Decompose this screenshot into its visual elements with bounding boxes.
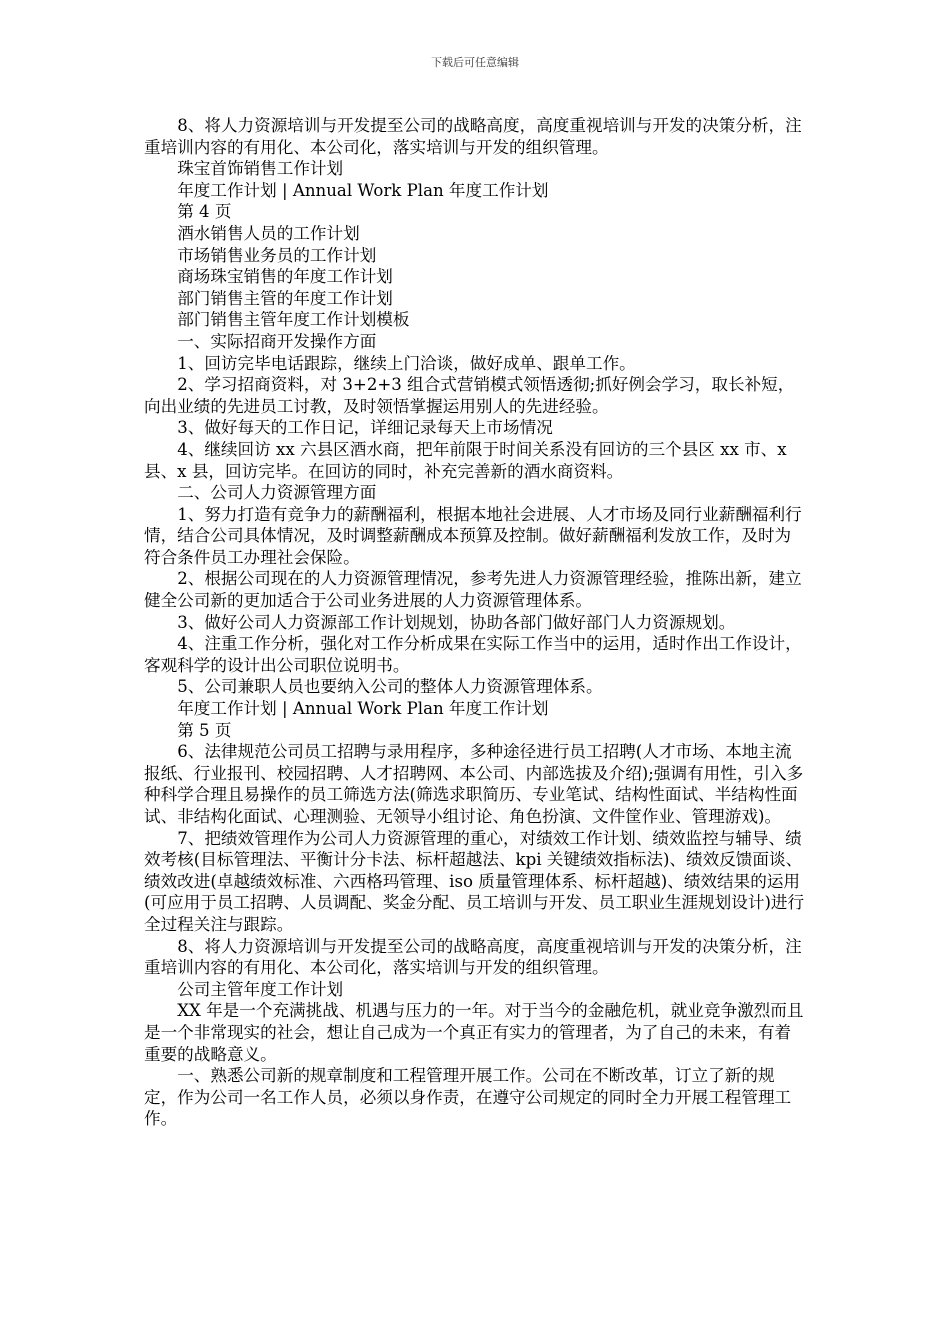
section-title: 商场珠宝销售的年度工作计划 (177, 267, 393, 287)
running-header: 年度工作计划 | Annual Work Plan 年度工作计划 (177, 699, 549, 719)
section-title: 公司主管年度工作计划 (177, 979, 344, 999)
paragraph: XX 年是一个充满挑战、机遇与压力的一年。对于当今的金融危机，就业竞争激烈而且是一个非常现实的社会，想让自己成为一个真正有实力的管理者，为了自己的未来，有着重要的战略意义。 (144, 1001, 804, 1064)
section-title: 酒水销售人员的工作计划 (177, 223, 360, 243)
paragraph: 1、回访完毕电话跟踪，继续上门洽谈，做好成单、跟单工作。 (177, 353, 636, 373)
section-title: 部门销售主管的年度工作计划 (177, 288, 393, 308)
paragraph: 4、注重工作分析，强化对工作分析成果在实际工作当中的运用，适时作出工作设计，客观科学的设计出公司职位说明书。 (144, 634, 802, 675)
paragraph: 一、熟悉公司新的规章制度和工程管理开展工作。公司在不断改革，订立了新的规定，作为公司一名工作人员，必须以身作责，在遵守公司规定的同时全力开展工程管理工作。 (144, 1066, 792, 1129)
paragraph: 8、将人力资源培训与开发提至公司的战略高度，高度重视培训与开发的决策分析，注重培训内容的有用化、本公司化，落实培训与开发的组织管理。 (144, 936, 802, 978)
paragraph: 7、把绩效管理作为公司人力资源管理的重心，对绩效工作计划、绩效监控与辅导、绩效考核(目标管理法、平衡计分卡法、标杆超越法、kpi 关键绩效指标法)、绩效反馈面谈、绩效改进(卓越绩效标准、六西格玛管理、iso 质量管理体系、标杆超越)、绩效结果的运用(可应用于员工招聘、人员调配、奖金分配、员工培训与开发、员工职业生涯规划设计)进行全过程关注与跟踪。 (144, 828, 805, 934)
subsection-heading: 二、公司人力资源管理方面 (177, 483, 377, 503)
paragraph: 2、学习招商资料，对 3+2+3 组合式营销模式领悟透彻;抓好例会学习，取长补短，向出业绩的先进员工讨教，及时领悟掌握运用别人的先进经验。 (144, 375, 795, 416)
paragraph: 5、公司兼职人员也要纳入公司的整体人力资源管理体系。 (177, 677, 603, 697)
document-body (144, 115, 806, 1130)
paragraph: 6、法律规范公司员工招聘与录用程序，多种途径进行员工招聘(人才市场、本地主流报纸、行业报刊、校园招聘、人才招聘网、本公司、内部选拔及介绍);强调有用性，引入多种科学合理且易操作的员工筛选方法(筛选求职简历、专业笔试、结构性面试、半结构性面试、非结构化面试、心理测验、无领导小组讨论、角色扮演、文件筐作业、管理游戏)。 (144, 742, 804, 826)
paragraph: 3、做好公司人力资源部工作计划规划，协助各部门做好部门人力资源规划。 (177, 612, 736, 632)
paragraph: 8、将人力资源培训与开发提至公司的战略高度，高度重视培训与开发的决策分析，注重培训内容的有用化、本公司化，落实培训与开发的组织管理。 (144, 116, 802, 157)
page-number: 第 4 页 (177, 202, 232, 222)
section-title: 珠宝首饰销售工作计划 (177, 159, 344, 179)
paragraph: 1、努力打造有竞争力的薪酬福利，根据本地社会进展、人才市场及同行业薪酬福利行情，结合公司具体情况，及时调整薪酬成本预算及控制。做好薪酬福利发放工作，及时为符合条件员工办理社会保险。 (144, 504, 802, 567)
page-header-note: 下载后可任意编辑 (431, 56, 519, 69)
subsection-heading: 一、实际招商开发操作方面 (177, 331, 377, 351)
section-title: 市场销售业务员的工作计划 (177, 245, 377, 265)
paragraph: 2、根据公司现在的人力资源管理情况，参考先进人力资源管理经验，推陈出新，建立健全公司新的更加适合于公司业务进展的人力资源管理体系。 (144, 569, 802, 611)
section-title: 部门销售主管年度工作计划模板 (177, 310, 410, 330)
running-header: 年度工作计划 | Annual Work Plan 年度工作计划 (177, 180, 549, 200)
paragraph: 4、继续回访 xx 六县区酒水商，把年前限于时间关系没有回访的三个县区 xx 市、x 县、x 县，回访完毕。在回访的同时，补充完善新的酒水商资料。 (144, 439, 787, 481)
paragraph: 3、做好每天的工作日记，详细记录每天上市场情况 (177, 418, 553, 438)
page-number: 第 5 页 (177, 720, 232, 740)
